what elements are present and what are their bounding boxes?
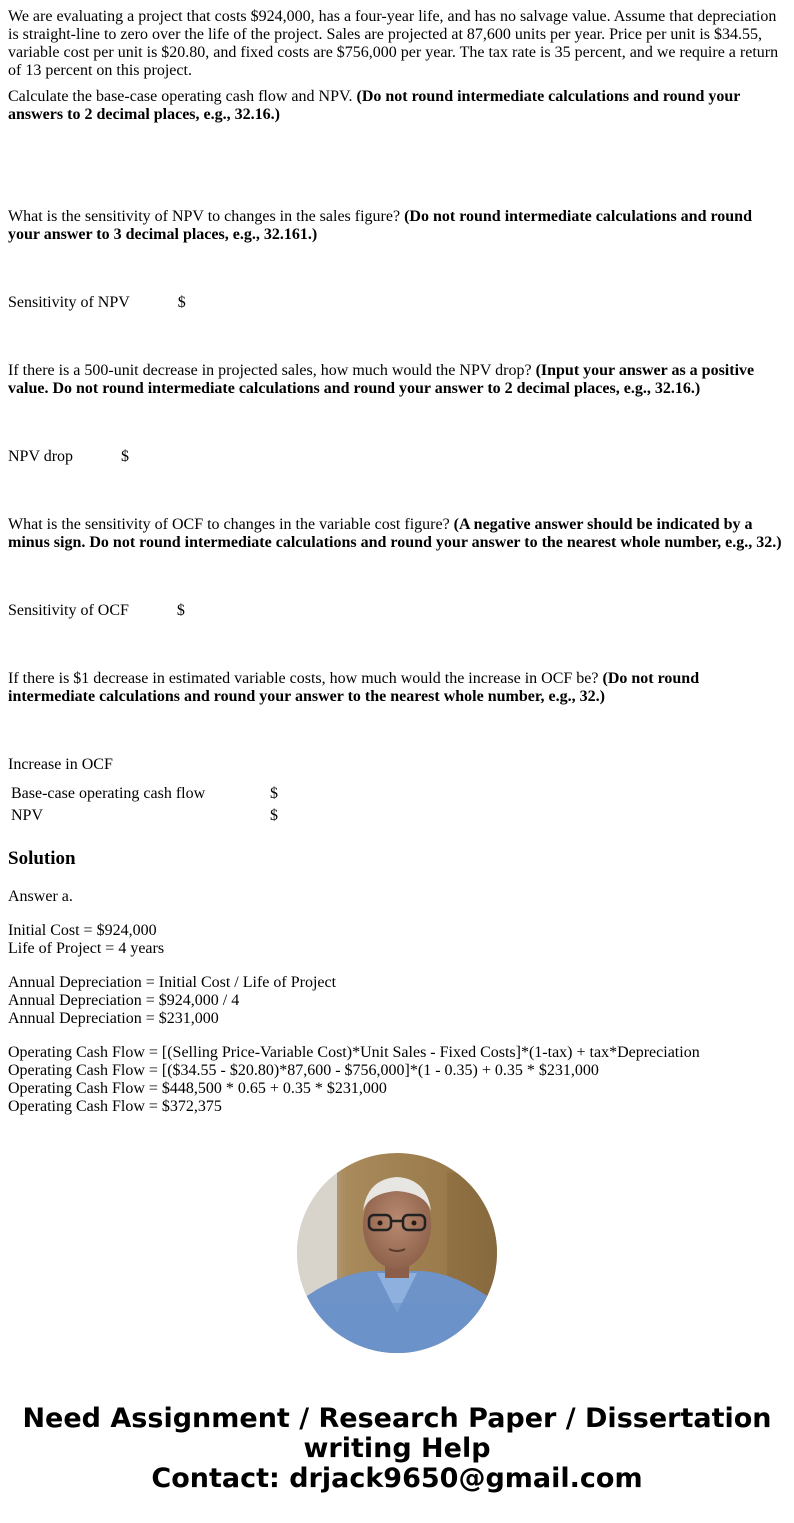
solution-line: Operating Cash Flow = $448,500 * 0.65 + 0.35 * $231,000 <box>8 1080 387 1097</box>
solution-line: Initial Cost = $924,000 <box>8 922 157 939</box>
question-b-note: (Do not round intermediate calculations and round your answer to 3 decimal places, e.g., 32.161.) <box>8 208 752 243</box>
solution-line: Annual Depreciation = $231,000 <box>8 1010 219 1027</box>
question-b <box>8 208 786 244</box>
question-e <box>8 670 786 706</box>
promo-line-2: writing Help <box>303 1433 491 1464</box>
document-clip <box>8 0 786 1122</box>
question-c-text: If there is a 500-unit decrease in projected sales, how much would the NPV drop? <box>8 362 536 379</box>
answer-label: Sensitivity of OCF <box>8 602 129 619</box>
question-c <box>8 362 786 398</box>
spacer <box>8 124 786 208</box>
table-row <box>10 806 279 826</box>
solution-body <box>8 888 786 1116</box>
solution-block-3 <box>8 1044 786 1116</box>
table-row <box>10 784 279 804</box>
dollar-sign: $ <box>121 448 130 465</box>
answer-label: Answer a. <box>8 888 73 905</box>
problem-intro: We are evaluating a project that costs $924,000, has a four-year life, and has no salvage value. Assume that depreciation is straight-line to zero over the life of the project. Sales are projected at 87,600 units per year. Price per unit is $34.55, variable cost per unit is $20.80, and fixed costs are $756,000 per year. The tax rate is 35 percent, and we require a return of 13 percent on this project. <box>8 8 779 79</box>
answer-row-sensitivity-ocf <box>8 602 786 620</box>
table-cell-dollar: $ <box>270 785 278 802</box>
solution-line: Annual Depreciation = $924,000 / 4 <box>8 992 240 1009</box>
author-photo <box>297 1153 497 1353</box>
answer-row-increase-ocf <box>8 756 786 774</box>
question-a-text: Calculate the base-case operating cash flow and NPV. <box>8 88 357 105</box>
dollar-sign: $ <box>176 602 185 619</box>
table-cell-label: NPV <box>11 807 44 824</box>
dollar-sign: $ <box>177 294 186 311</box>
answer-label: Increase in OCF <box>8 756 113 773</box>
question-a <box>8 88 786 124</box>
solution-line: Operating Cash Flow = [(Selling Price-Variable Cost)*Unit Sales - Fixed Costs]*(1-tax) + tax*Depreciation <box>8 1044 700 1061</box>
question-e-text: If there is $1 decrease in estimated variable costs, how much would the increase in OCF be? <box>8 670 603 687</box>
question-d-note: (A negative answer should be indicated by a minus sign. Do not round intermediate calculations and round your answer to the nearest whole number, e.g., 32.) <box>8 516 782 551</box>
promo-footer <box>0 1404 794 1494</box>
solution-line: Annual Depreciation = Initial Cost / Life of Project <box>8 974 337 991</box>
question-c-note: (Input your answer as a positive value. Do not round intermediate calculations and round your answer to 2 decimal places, e.g., 32.16.) <box>8 362 755 397</box>
solution-line: Operating Cash Flow = $372,375 <box>8 1098 222 1115</box>
answer-label: Sensitivity of NPV <box>8 294 130 311</box>
question-b-text: What is the sensitivity of NPV to changes in the sales figure? <box>8 208 405 225</box>
question-d-text: What is the sensitivity of OCF to changes in the variable cost figure? <box>8 516 454 533</box>
answer-label: NPV drop <box>8 448 74 465</box>
solution-block-1 <box>8 922 786 958</box>
answer-row-sensitivity-npv <box>8 294 786 312</box>
promo-contact: Contact: drjack9650@gmail.com <box>151 1463 643 1494</box>
solution-line: Life of Project = 4 years <box>8 940 165 957</box>
solution-heading: Solution <box>8 848 76 869</box>
question-d <box>8 516 786 552</box>
solution-line: Operating Cash Flow = [($34.55 - $20.80)*87,600 - $756,000]*(1 - 0.35) + 0.35 * $231,000 <box>8 1062 599 1079</box>
table-cell-label: Base-case operating cash flow <box>11 785 206 802</box>
question-a-note: (Do not round intermediate calculations and round your answers to 2 decimal places, e.g., 32.16.) <box>8 88 741 123</box>
document-body <box>8 0 786 1122</box>
author-portrait-image <box>297 1153 497 1353</box>
question-e-note: (Do not round intermediate calculations and round your answer to the nearest whole number, e.g., 32.) <box>8 670 700 705</box>
answer-table <box>8 782 281 828</box>
promo-line-1: Need Assignment / Research Paper / Dissertation <box>22 1403 772 1434</box>
answer-row-npv-drop <box>8 448 786 466</box>
solution-block-2 <box>8 974 786 1028</box>
table-cell-dollar: $ <box>270 807 278 824</box>
